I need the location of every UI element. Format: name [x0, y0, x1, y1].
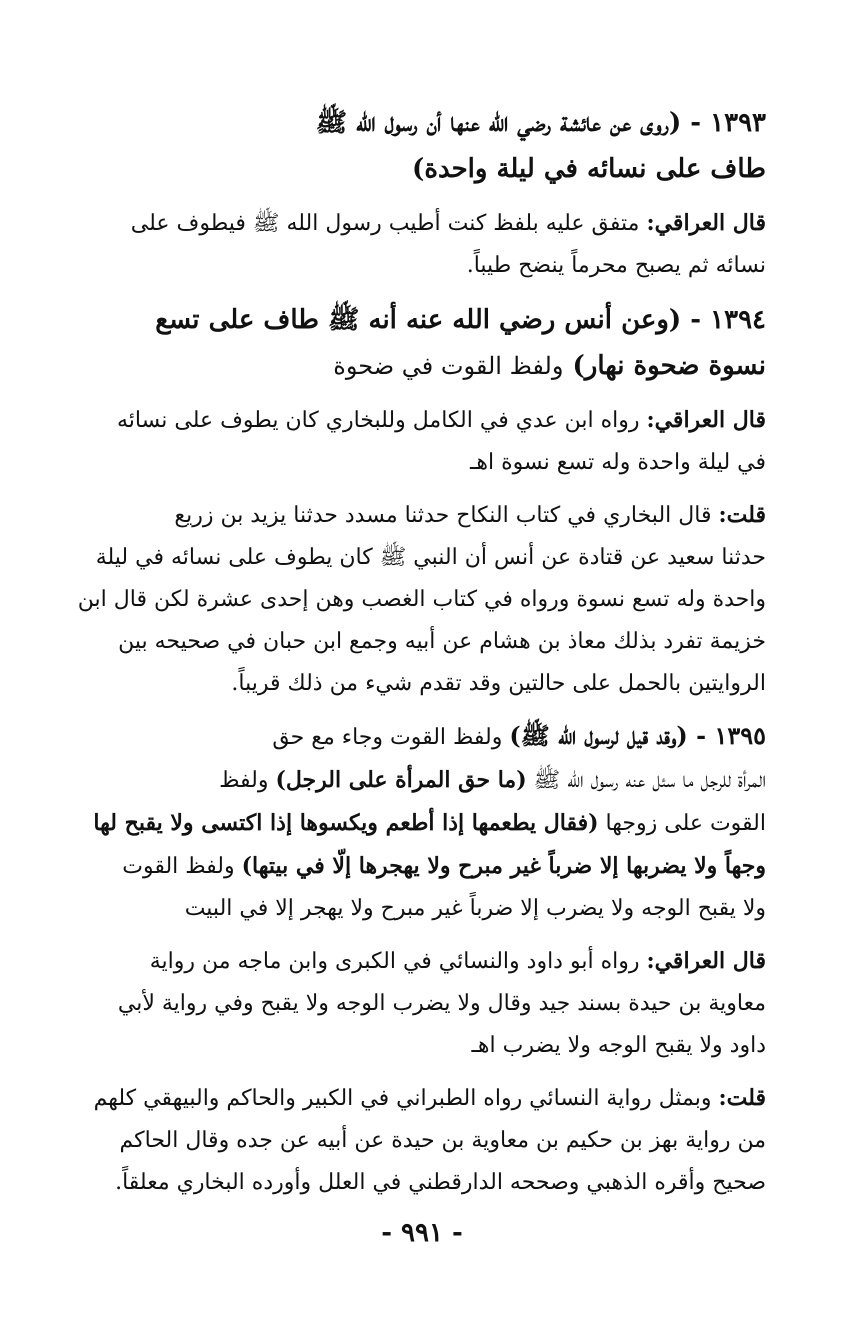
hadith-line: ١٣٩٥ - (وقد قيل لرسول الله ﷺ) ولفظ القوت وجاء مع حق	[272, 721, 766, 750]
commentary-label: قلت:	[718, 502, 766, 528]
commentary-line: في ليلة واحدة وله تسع نسوة اهـ	[469, 450, 766, 475]
commentary-line: من رواية بهز بن حكيم بن معاوية بن حيدة عن أبيه عن جده وقال الحاكم	[119, 1128, 766, 1153]
commentary-qultu-1	[76, 494, 766, 705]
hadith-line: ١٣٩٣ - (روى عن عائشة رضي الله عنها أن رسول الله ﷺ	[315, 108, 766, 138]
commentary-iraqi-2	[76, 399, 766, 484]
hadith-1395	[76, 715, 766, 930]
commentary-qultu-2	[76, 1077, 766, 1204]
page-body	[76, 100, 766, 1204]
hadith-line: طاف على نسائه في ليلة واحدة)	[412, 154, 766, 184]
hadith-1393	[76, 100, 766, 192]
commentary-label: قلت:	[718, 1085, 766, 1111]
hadith-line: نسوة ضحوة نهار) ولفظ القوت في ضحوة	[333, 351, 766, 381]
commentary-line: واحدة وله تسع نسوة ورواه في كتاب الغصب وهن إحدى عشرة لكن قال ابن	[77, 587, 766, 612]
hadith-line: ولا يقبح الوجه ولا يضرب إلا ضرباً غير مبرح ولا يهجر إلا في البيت	[184, 896, 766, 921]
commentary-iraqi-3	[76, 940, 766, 1067]
commentary-line: صحيح وأقره الذهبي وصححه الدارقطني في العلل وأورده البخاري معلقاً.	[115, 1170, 766, 1195]
hadith-line: المرأة للرجل ما سئل عنه رسول الله ﷺ (ما حق المرأة على الرجل) ولفظ	[219, 767, 766, 793]
commentary-line: قال العراقي: رواه ابن عدي في الكامل وللبخاري كان يطوف على نسائه	[117, 407, 766, 433]
hadith-line: وجهاً ولا يضربها إلا ضرباً غير مبرح ولا يهجرها إلّا في بيتها) ولفظ القوت	[122, 853, 766, 879]
commentary-line: خزيمة تفرد بذلك معاذ بن هشام عن أبيه وجمع ابن حبان في صحيحه بين	[118, 629, 766, 654]
commentary-label: قال العراقي:	[646, 948, 766, 974]
commentary-label: قال العراقي:	[646, 407, 766, 433]
hadith-line: ١٣٩٤ - (وعن أنس رضي الله عنه أنه ﷺ طاف على تسع	[155, 305, 766, 335]
hadith-line: القوت على زوجها (فقال يطعمها إذا أطعم ويكسوها إذا اكتسى ولا يقبح لها	[93, 810, 766, 836]
commentary-line: الروايتين بالحمل على حالتين وقد تقدم شيء من ذلك قريباً.	[231, 671, 766, 696]
commentary-line: قلت: قال البخاري في كتاب النكاح حدثنا مسدد حدثنا يزيد بن زريع	[174, 502, 766, 528]
hadith-1394	[76, 297, 766, 389]
commentary-iraqi-1	[76, 202, 766, 287]
page-number: - ٩٩١ -	[381, 1218, 463, 1248]
commentary-line: قال العراقي: متفق عليه بلفظ كنت أطيب رسول الله ﷺ فيطوف على	[130, 210, 766, 236]
commentary-line: قال العراقي: رواه أبو داود والنسائي في الكبرى وابن ماجه من رواية	[149, 948, 766, 974]
commentary-line: قلت: وبمثل رواية النسائي رواه الطبراني في الكبير والحاكم والبيهقي كلهم	[93, 1085, 766, 1111]
commentary-label: قال العراقي:	[646, 210, 766, 236]
commentary-line: معاوية بن حيدة بسند جيد وقال ولا يضرب الوجه ولا يقبح وفي رواية لأبي	[117, 991, 766, 1016]
commentary-line: داود ولا يقبح الوجه ولا يضرب اهـ	[471, 1033, 766, 1058]
commentary-line: نسائه ثم يصبح محرماً ينضح طيباً.	[466, 253, 766, 278]
commentary-line: حدثنا سعيد عن قتادة عن أنس أن النبي ﷺ كان يطوف على نسائه في ليلة	[95, 545, 766, 570]
